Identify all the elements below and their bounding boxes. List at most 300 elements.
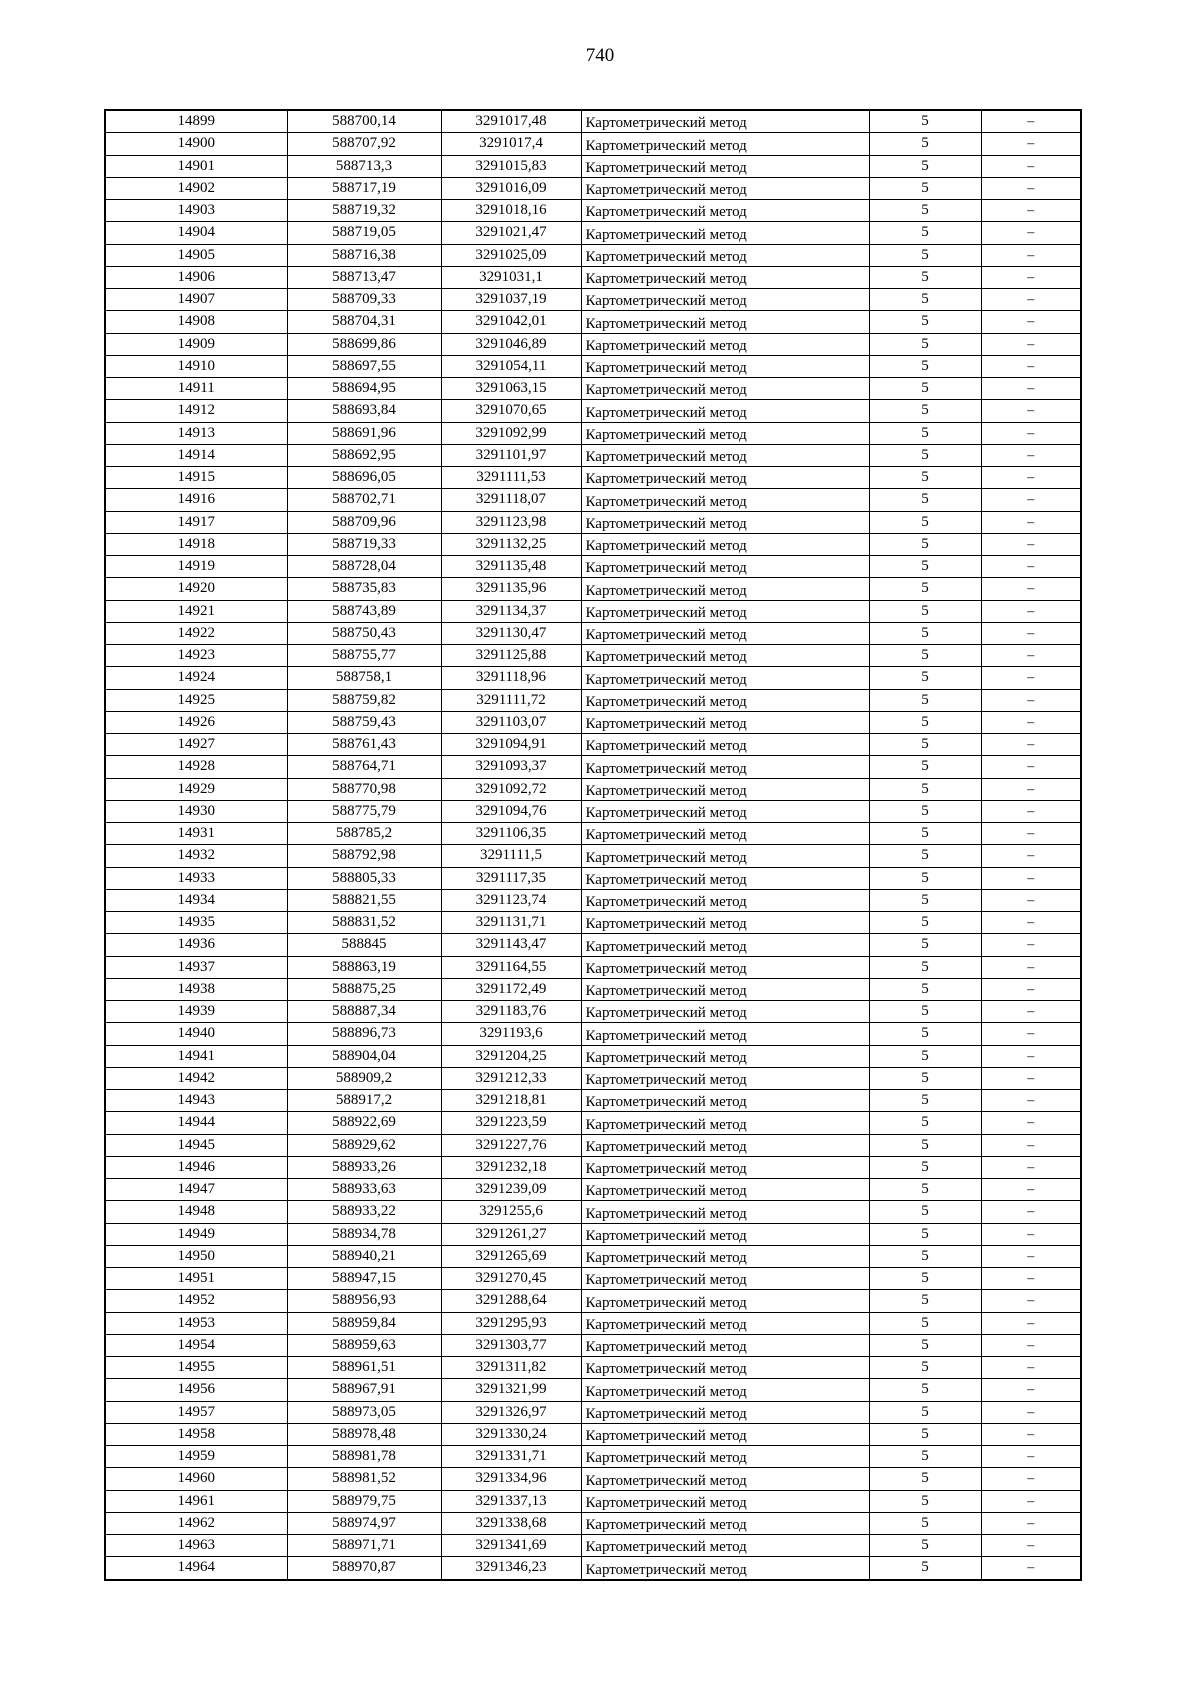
method-cell: Картометрический метод (581, 1201, 869, 1223)
x-coordinate-cell: 588959,63 (287, 1334, 441, 1356)
table-row (105, 1334, 1081, 1356)
point-number-cell: 14906 (105, 266, 287, 288)
point-number-cell: 14911 (105, 378, 287, 400)
x-coordinate-cell: 588719,32 (287, 200, 441, 222)
x-coordinate-cell: 588759,43 (287, 711, 441, 733)
point-number-cell: 14908 (105, 311, 287, 333)
table-row (105, 444, 1081, 466)
point-number-cell: 14949 (105, 1223, 287, 1245)
y-coordinate-cell: 3291326,97 (441, 1401, 581, 1423)
y-coordinate-cell: 3291193,6 (441, 1023, 581, 1045)
y-coordinate-cell: 3291117,35 (441, 867, 581, 889)
method-cell: Картометрический метод (581, 1379, 869, 1401)
method-cell: Картометрический метод (581, 667, 869, 689)
accuracy-cell: 5 (869, 1112, 981, 1134)
x-coordinate-cell: 588887,34 (287, 1001, 441, 1023)
table-row (105, 1423, 1081, 1445)
table-row (105, 1535, 1081, 1557)
x-coordinate-cell: 588728,04 (287, 556, 441, 578)
point-number-cell: 14900 (105, 133, 287, 155)
accuracy-cell: 5 (869, 1379, 981, 1401)
accuracy-cell: 5 (869, 1423, 981, 1445)
accuracy-cell: 5 (869, 378, 981, 400)
point-number-cell: 14921 (105, 600, 287, 622)
point-number-cell: 14942 (105, 1067, 287, 1089)
table-row (105, 889, 1081, 911)
y-coordinate-cell: 3291017,4 (441, 133, 581, 155)
accuracy-cell: 5 (869, 1067, 981, 1089)
point-number-cell: 14947 (105, 1179, 287, 1201)
method-cell: Картометрический метод (581, 578, 869, 600)
y-coordinate-cell: 3291021,47 (441, 222, 581, 244)
y-coordinate-cell: 3291094,76 (441, 800, 581, 822)
x-coordinate-cell: 588973,05 (287, 1401, 441, 1423)
point-number-cell: 14922 (105, 622, 287, 644)
table-row (105, 1245, 1081, 1267)
accuracy-cell: 5 (869, 289, 981, 311)
y-coordinate-cell: 3291025,09 (441, 244, 581, 266)
accuracy-cell: 5 (869, 200, 981, 222)
accuracy-cell: 5 (869, 1290, 981, 1312)
y-coordinate-cell: 3291016,09 (441, 177, 581, 199)
x-coordinate-cell: 588971,71 (287, 1535, 441, 1557)
point-number-cell: 14918 (105, 533, 287, 555)
point-number-cell: 14926 (105, 711, 287, 733)
note-cell: – (981, 511, 1081, 533)
x-coordinate-cell: 588716,38 (287, 244, 441, 266)
note-cell: – (981, 378, 1081, 400)
table-row (105, 934, 1081, 956)
method-cell: Картометрический метод (581, 1179, 869, 1201)
point-number-cell: 14901 (105, 155, 287, 177)
method-cell: Картометрический метод (581, 355, 869, 377)
accuracy-cell: 5 (869, 1446, 981, 1468)
note-cell: – (981, 311, 1081, 333)
y-coordinate-cell: 3291054,11 (441, 355, 581, 377)
point-number-cell: 14919 (105, 556, 287, 578)
y-coordinate-cell: 3291330,24 (441, 1423, 581, 1445)
note-cell: – (981, 222, 1081, 244)
method-cell: Картометрический метод (581, 1090, 869, 1112)
y-coordinate-cell: 3291212,33 (441, 1067, 581, 1089)
y-coordinate-cell: 3291172,49 (441, 978, 581, 1000)
point-number-cell: 14946 (105, 1156, 287, 1178)
point-number-cell: 14944 (105, 1112, 287, 1134)
point-number-cell: 14904 (105, 222, 287, 244)
note-cell: – (981, 155, 1081, 177)
x-coordinate-cell: 588967,91 (287, 1379, 441, 1401)
method-cell: Картометрический метод (581, 1535, 869, 1557)
note-cell: – (981, 1357, 1081, 1379)
table-row (105, 1357, 1081, 1379)
y-coordinate-cell: 3291037,19 (441, 289, 581, 311)
y-coordinate-cell: 3291017,48 (441, 110, 581, 133)
y-coordinate-cell: 3291018,16 (441, 200, 581, 222)
note-cell: – (981, 912, 1081, 934)
y-coordinate-cell: 3291204,25 (441, 1045, 581, 1067)
accuracy-cell: 5 (869, 889, 981, 911)
method-cell: Картометрический метод (581, 110, 869, 133)
note-cell: – (981, 556, 1081, 578)
method-cell: Картометрический метод (581, 1067, 869, 1089)
note-cell: – (981, 133, 1081, 155)
x-coordinate-cell: 588961,51 (287, 1357, 441, 1379)
accuracy-cell: 5 (869, 578, 981, 600)
accuracy-cell: 5 (869, 711, 981, 733)
x-coordinate-cell: 588692,95 (287, 444, 441, 466)
accuracy-cell: 5 (869, 1357, 981, 1379)
method-cell: Картометрический метод (581, 1290, 869, 1312)
y-coordinate-cell: 3291070,65 (441, 400, 581, 422)
x-coordinate-cell: 588845 (287, 934, 441, 956)
note-cell: – (981, 756, 1081, 778)
table-row (105, 1379, 1081, 1401)
note-cell: – (981, 1201, 1081, 1223)
y-coordinate-cell: 3291295,93 (441, 1312, 581, 1334)
table-row (105, 244, 1081, 266)
note-cell: – (981, 289, 1081, 311)
x-coordinate-cell: 588978,48 (287, 1423, 441, 1445)
point-number-cell: 14927 (105, 734, 287, 756)
accuracy-cell: 5 (869, 756, 981, 778)
point-number-cell: 14936 (105, 934, 287, 956)
y-coordinate-cell: 3291132,25 (441, 533, 581, 555)
accuracy-cell: 5 (869, 1201, 981, 1223)
table-row (105, 1557, 1081, 1580)
note-cell: – (981, 1023, 1081, 1045)
accuracy-cell: 5 (869, 1156, 981, 1178)
x-coordinate-cell: 588700,14 (287, 110, 441, 133)
note-cell: – (981, 867, 1081, 889)
method-cell: Картометрический метод (581, 1423, 869, 1445)
table-row (105, 1001, 1081, 1023)
x-coordinate-cell: 588909,2 (287, 1067, 441, 1089)
table-row (105, 1312, 1081, 1334)
table-row (105, 867, 1081, 889)
note-cell: – (981, 1446, 1081, 1468)
note-cell: – (981, 1156, 1081, 1178)
y-coordinate-cell: 3291303,77 (441, 1334, 581, 1356)
coordinates-table (104, 109, 1082, 1581)
x-coordinate-cell: 588981,52 (287, 1468, 441, 1490)
table-row (105, 533, 1081, 555)
x-coordinate-cell: 588764,71 (287, 756, 441, 778)
table-row (105, 400, 1081, 422)
method-cell: Картометрический метод (581, 533, 869, 555)
accuracy-cell: 5 (869, 489, 981, 511)
table-row (105, 645, 1081, 667)
x-coordinate-cell: 588929,62 (287, 1134, 441, 1156)
note-cell: – (981, 422, 1081, 444)
table-row (105, 778, 1081, 800)
y-coordinate-cell: 3291265,69 (441, 1245, 581, 1267)
point-number-cell: 14899 (105, 110, 287, 133)
y-coordinate-cell: 3291118,96 (441, 667, 581, 689)
accuracy-cell: 5 (869, 734, 981, 756)
y-coordinate-cell: 3291131,71 (441, 912, 581, 934)
accuracy-cell: 5 (869, 1090, 981, 1112)
point-number-cell: 14923 (105, 645, 287, 667)
note-cell: – (981, 1535, 1081, 1557)
y-coordinate-cell: 3291094,91 (441, 734, 581, 756)
y-coordinate-cell: 3291223,59 (441, 1112, 581, 1134)
method-cell: Картометрический метод (581, 1045, 869, 1067)
table-row (105, 200, 1081, 222)
accuracy-cell: 5 (869, 622, 981, 644)
y-coordinate-cell: 3291130,47 (441, 622, 581, 644)
method-cell: Картометрический метод (581, 645, 869, 667)
note-cell: – (981, 355, 1081, 377)
point-number-cell: 14902 (105, 177, 287, 199)
note-cell: – (981, 1268, 1081, 1290)
table-row (105, 110, 1081, 133)
point-number-cell: 14941 (105, 1045, 287, 1067)
y-coordinate-cell: 3291093,37 (441, 756, 581, 778)
note-cell: – (981, 110, 1081, 133)
method-cell: Картометрический метод (581, 978, 869, 1000)
accuracy-cell: 5 (869, 1512, 981, 1534)
accuracy-cell: 5 (869, 355, 981, 377)
x-coordinate-cell: 588743,89 (287, 600, 441, 622)
note-cell: – (981, 1468, 1081, 1490)
y-coordinate-cell: 3291092,99 (441, 422, 581, 444)
point-number-cell: 14938 (105, 978, 287, 1000)
method-cell: Картометрический метод (581, 1023, 869, 1045)
accuracy-cell: 5 (869, 244, 981, 266)
point-number-cell: 14928 (105, 756, 287, 778)
point-number-cell: 14915 (105, 467, 287, 489)
note-cell: – (981, 1067, 1081, 1089)
y-coordinate-cell: 3291331,71 (441, 1446, 581, 1468)
y-coordinate-cell: 3291135,48 (441, 556, 581, 578)
method-cell: Картометрический метод (581, 912, 869, 934)
method-cell: Картометрический метод (581, 1223, 869, 1245)
accuracy-cell: 5 (869, 1023, 981, 1045)
note-cell: – (981, 1334, 1081, 1356)
point-number-cell: 14958 (105, 1423, 287, 1445)
x-coordinate-cell: 588947,15 (287, 1268, 441, 1290)
accuracy-cell: 5 (869, 1001, 981, 1023)
x-coordinate-cell: 588719,33 (287, 533, 441, 555)
y-coordinate-cell: 3291261,27 (441, 1223, 581, 1245)
x-coordinate-cell: 588805,33 (287, 867, 441, 889)
y-coordinate-cell: 3291239,09 (441, 1179, 581, 1201)
method-cell: Картометрический метод (581, 133, 869, 155)
y-coordinate-cell: 3291031,1 (441, 266, 581, 288)
y-coordinate-cell: 3291288,64 (441, 1290, 581, 1312)
accuracy-cell: 5 (869, 1535, 981, 1557)
y-coordinate-cell: 3291111,72 (441, 689, 581, 711)
x-coordinate-cell: 588933,22 (287, 1201, 441, 1223)
table-row (105, 800, 1081, 822)
table-row (105, 556, 1081, 578)
method-cell: Картометрический метод (581, 1357, 869, 1379)
note-cell: – (981, 1134, 1081, 1156)
accuracy-cell: 5 (869, 600, 981, 622)
point-number-cell: 14935 (105, 912, 287, 934)
table-row (105, 378, 1081, 400)
y-coordinate-cell: 3291092,72 (441, 778, 581, 800)
method-cell: Картометрический метод (581, 1446, 869, 1468)
note-cell: – (981, 1245, 1081, 1267)
accuracy-cell: 5 (869, 645, 981, 667)
table-row (105, 333, 1081, 355)
note-cell: – (981, 1223, 1081, 1245)
point-number-cell: 14924 (105, 667, 287, 689)
x-coordinate-cell: 588863,19 (287, 956, 441, 978)
x-coordinate-cell: 588758,1 (287, 667, 441, 689)
table-row (105, 177, 1081, 199)
table-row (105, 711, 1081, 733)
method-cell: Картометрический метод (581, 244, 869, 266)
table-row (105, 667, 1081, 689)
table-row (105, 1490, 1081, 1512)
table-row (105, 1045, 1081, 1067)
x-coordinate-cell: 588981,78 (287, 1446, 441, 1468)
accuracy-cell: 5 (869, 133, 981, 155)
table-row (105, 311, 1081, 333)
method-cell: Картометрический метод (581, 400, 869, 422)
method-cell: Картометрический метод (581, 600, 869, 622)
x-coordinate-cell: 588770,98 (287, 778, 441, 800)
method-cell: Картометрический метод (581, 422, 869, 444)
x-coordinate-cell: 588735,83 (287, 578, 441, 600)
y-coordinate-cell: 3291232,18 (441, 1156, 581, 1178)
accuracy-cell: 5 (869, 1268, 981, 1290)
method-cell: Картометрический метод (581, 1134, 869, 1156)
accuracy-cell: 5 (869, 667, 981, 689)
table-row (105, 511, 1081, 533)
x-coordinate-cell: 588719,05 (287, 222, 441, 244)
method-cell: Картометрический метод (581, 266, 869, 288)
y-coordinate-cell: 3291111,5 (441, 845, 581, 867)
y-coordinate-cell: 3291123,98 (441, 511, 581, 533)
point-number-cell: 14929 (105, 778, 287, 800)
y-coordinate-cell: 3291218,81 (441, 1090, 581, 1112)
table-row (105, 1112, 1081, 1134)
table-row (105, 1268, 1081, 1290)
x-coordinate-cell: 588792,98 (287, 845, 441, 867)
point-number-cell: 14903 (105, 200, 287, 222)
point-number-cell: 14934 (105, 889, 287, 911)
x-coordinate-cell: 588875,25 (287, 978, 441, 1000)
point-number-cell: 14937 (105, 956, 287, 978)
x-coordinate-cell: 588934,78 (287, 1223, 441, 1245)
point-number-cell: 14956 (105, 1379, 287, 1401)
note-cell: – (981, 711, 1081, 733)
method-cell: Картометрический метод (581, 689, 869, 711)
point-number-cell: 14948 (105, 1201, 287, 1223)
accuracy-cell: 5 (869, 867, 981, 889)
x-coordinate-cell: 588821,55 (287, 889, 441, 911)
note-cell: – (981, 578, 1081, 600)
y-coordinate-cell: 3291341,69 (441, 1535, 581, 1557)
x-coordinate-cell: 588707,92 (287, 133, 441, 155)
table-row (105, 600, 1081, 622)
x-coordinate-cell: 588709,33 (287, 289, 441, 311)
table-row (105, 489, 1081, 511)
note-cell: – (981, 200, 1081, 222)
method-cell: Картометрический метод (581, 222, 869, 244)
note-cell: – (981, 889, 1081, 911)
note-cell: – (981, 1090, 1081, 1112)
x-coordinate-cell: 588693,84 (287, 400, 441, 422)
y-coordinate-cell: 3291123,74 (441, 889, 581, 911)
method-cell: Картометрический метод (581, 333, 869, 355)
accuracy-cell: 5 (869, 266, 981, 288)
y-coordinate-cell: 3291046,89 (441, 333, 581, 355)
table-row (105, 734, 1081, 756)
x-coordinate-cell: 588761,43 (287, 734, 441, 756)
x-coordinate-cell: 588699,86 (287, 333, 441, 355)
method-cell: Картометрический метод (581, 511, 869, 533)
method-cell: Картометрический метод (581, 289, 869, 311)
method-cell: Картометрический метод (581, 867, 869, 889)
table-row (105, 355, 1081, 377)
x-coordinate-cell: 588750,43 (287, 622, 441, 644)
table-row (105, 222, 1081, 244)
table-row (105, 956, 1081, 978)
note-cell: – (981, 1379, 1081, 1401)
note-cell: – (981, 845, 1081, 867)
y-coordinate-cell: 3291334,96 (441, 1468, 581, 1490)
note-cell: – (981, 778, 1081, 800)
table-row (105, 1223, 1081, 1245)
method-cell: Картометрический метод (581, 734, 869, 756)
x-coordinate-cell: 588917,2 (287, 1090, 441, 1112)
y-coordinate-cell: 3291164,55 (441, 956, 581, 978)
point-number-cell: 14963 (105, 1535, 287, 1557)
point-number-cell: 14939 (105, 1001, 287, 1023)
y-coordinate-cell: 3291106,35 (441, 823, 581, 845)
x-coordinate-cell: 588717,19 (287, 177, 441, 199)
x-coordinate-cell: 588704,31 (287, 311, 441, 333)
point-number-cell: 14951 (105, 1268, 287, 1290)
y-coordinate-cell: 3291134,37 (441, 600, 581, 622)
x-coordinate-cell: 588775,79 (287, 800, 441, 822)
method-cell: Картометрический метод (581, 444, 869, 466)
method-cell: Картометрический метод (581, 756, 869, 778)
method-cell: Картометрический метод (581, 1557, 869, 1580)
note-cell: – (981, 823, 1081, 845)
method-cell: Картометрический метод (581, 711, 869, 733)
point-number-cell: 14907 (105, 289, 287, 311)
method-cell: Картометрический метод (581, 800, 869, 822)
table-row (105, 1134, 1081, 1156)
point-number-cell: 14953 (105, 1312, 287, 1334)
table-row (105, 845, 1081, 867)
note-cell: – (981, 1290, 1081, 1312)
table-row (105, 1023, 1081, 1045)
note-cell: – (981, 667, 1081, 689)
y-coordinate-cell: 3291311,82 (441, 1357, 581, 1379)
y-coordinate-cell: 3291125,88 (441, 645, 581, 667)
accuracy-cell: 5 (869, 1179, 981, 1201)
note-cell: – (981, 444, 1081, 466)
method-cell: Картометрический метод (581, 1245, 869, 1267)
accuracy-cell: 5 (869, 823, 981, 845)
point-number-cell: 14945 (105, 1134, 287, 1156)
point-number-cell: 14920 (105, 578, 287, 600)
method-cell: Картометрический метод (581, 1401, 869, 1423)
point-number-cell: 14959 (105, 1446, 287, 1468)
x-coordinate-cell: 588694,95 (287, 378, 441, 400)
table-row (105, 155, 1081, 177)
note-cell: – (981, 689, 1081, 711)
accuracy-cell: 5 (869, 311, 981, 333)
y-coordinate-cell: 3291255,6 (441, 1201, 581, 1223)
method-cell: Картометрический метод (581, 1312, 869, 1334)
